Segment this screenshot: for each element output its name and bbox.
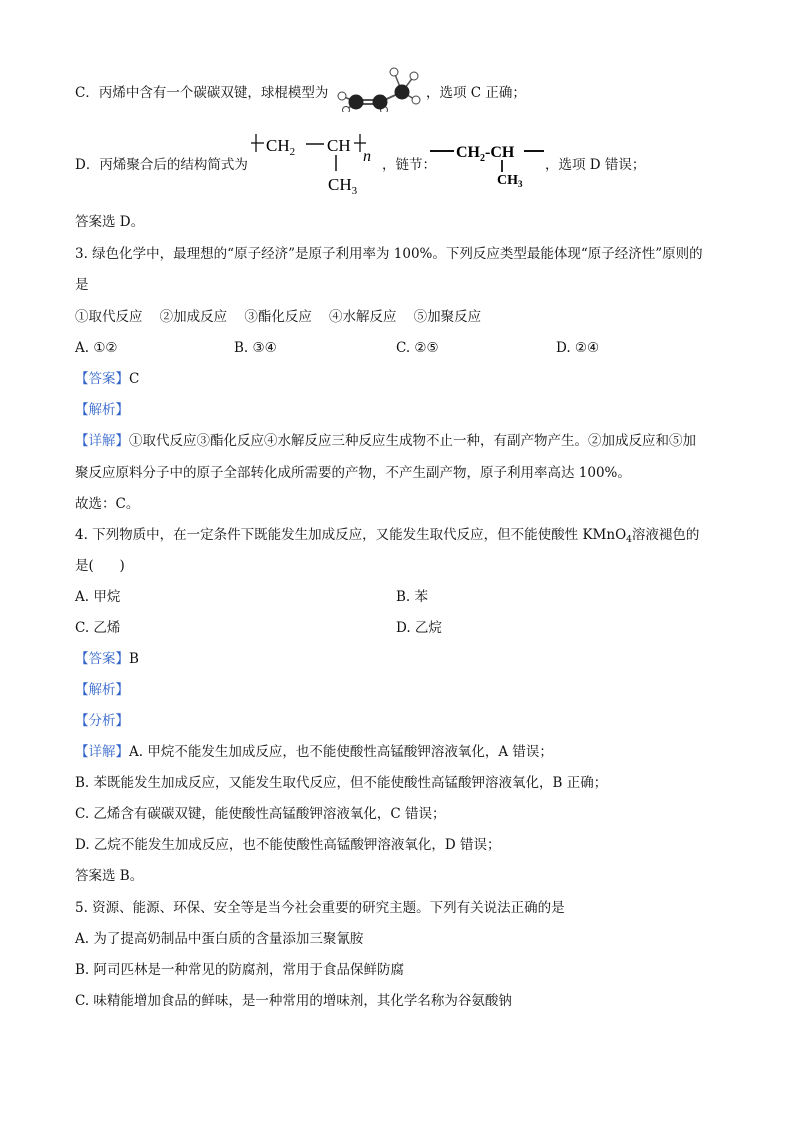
q3-option-b: B. ③④: [234, 340, 277, 356]
q4-answer-value: B: [129, 651, 139, 667]
q2-option-c-text: C．丙烯中含有一个碳碳双键，球棍模型为: [75, 85, 329, 101]
q3-stem-line1: 3. 绿色化学中，最理想的“原子经济”是原子利用率为 100%。下列反应类型最能体现“原子经济性”原则的: [75, 246, 703, 262]
q3-option-c: C. ②⑤: [396, 340, 439, 356]
q4-detail-c: C. 乙烯含有碳碳双键，能使酸性高锰酸钾溶液氧化，C 错误；: [75, 806, 446, 822]
propene-ball-stick-model: [330, 62, 430, 112]
polymer-ch: CH: [327, 136, 351, 155]
q4-answer: [75, 649, 139, 669]
q4-option-b: B. 苯: [396, 589, 429, 605]
q4-option-a: A. 甲烷: [75, 589, 121, 605]
q3-answer-tag: 【答案】: [75, 371, 129, 387]
q3-detail-line2: 聚反应原料分子中的原子全部转化成所需要的产物，不产生副产物，原子利用率高达 100%。: [75, 465, 631, 481]
q3-detail-line1: 【详解】①取代反应③酯化反应④水解反应三种反应生成物不止一种，有副产物产生。②加成反应和⑤加: [75, 433, 696, 449]
q5-option-a: A. 为了提高奶制品中蛋白质的含量添加三聚氰胺: [75, 931, 364, 947]
q2-option-c-line: [75, 83, 328, 103]
q4-stem-line1: 4. 下列物质中，在一定条件下既能发生加成反应，又能发生取代反应，但不能使酸性 KMnO$_4$溶液褪色的: [75, 527, 700, 545]
q2-option-c-suffix: ，选项 C 正确；: [426, 85, 526, 101]
q2-answer: 答案选 D。: [75, 214, 145, 230]
q4-detail-tag: 【详解】: [75, 744, 129, 760]
q3-option-d: D. ②④: [556, 340, 600, 356]
q2-option-d-suffix: ，选项 D 错误；: [545, 157, 646, 173]
q4-conclusion: 答案选 B。: [75, 868, 144, 884]
q4-detail-d: D. 乙烷不能发生加成反应，也不能使酸性高锰酸钾溶液氧化，D 错误；: [75, 837, 501, 853]
repeat-unit-branch: $CH_3$: [497, 173, 523, 189]
q3-items: ①取代反应 ②加成反应 ③酯化反应 ④水解反应 ⑤加聚反应: [75, 309, 482, 325]
q4-detail-a: 【详解】A. 甲烷不能发生加成反应，也不能使酸性高锰酸钾溶液氧化，A 错误；: [75, 744, 553, 760]
polymer-ch3: $CH_3$: [328, 175, 358, 196]
q5-option-b: B. 阿司匹林是一种常见的防腐剂，常用于食品保鲜防腐: [75, 962, 405, 978]
q5-option-c: C. 味精能增加食品的鲜味，是一种常用的增味剂，其化学名称为谷氨酸钠: [75, 993, 512, 1009]
q2-option-d-text: D．丙烯聚合后的结构简式为: [75, 157, 248, 173]
repeat-unit-main: $CH_2-CH$: [456, 144, 515, 164]
q3-conclusion: 故选：C。: [75, 496, 140, 512]
polymer-ch2: $CH_2$: [266, 136, 296, 158]
q3-option-a: A. ①②: [75, 340, 118, 356]
q4-fenxi-tag: 【分析】: [75, 713, 129, 729]
q3-analysis-tag: 【解析】: [75, 402, 129, 418]
polypropylene-formula: [250, 124, 380, 196]
q2-option-d-mid: ，链节：: [382, 157, 436, 173]
repeat-unit-formula: [430, 138, 548, 190]
q3-detail-tag: 【详解】: [75, 433, 129, 449]
q5-stem: 5. 资源、能源、环保、安全等是当今社会重要的研究主题。下列有关说法正确的是: [75, 900, 565, 916]
q4-option-c: C. 乙烯: [75, 620, 121, 636]
q4-stem-line2: 是( ): [75, 558, 125, 574]
polymer-n: n: [363, 148, 371, 165]
q4-detail-b: B. 苯既能发生加成反应，又能发生取代反应，但不能使酸性高锰酸钾溶液氧化，B 正确；: [75, 775, 608, 791]
q4-answer-tag: 【答案】: [75, 651, 129, 667]
q4-analysis-tag: 【解析】: [75, 682, 129, 698]
q4-option-d: D. 乙烷: [396, 620, 442, 636]
q3-answer-value: C: [129, 371, 140, 387]
q3-stem-line2: 是: [75, 277, 89, 293]
q3-answer: [75, 369, 139, 389]
